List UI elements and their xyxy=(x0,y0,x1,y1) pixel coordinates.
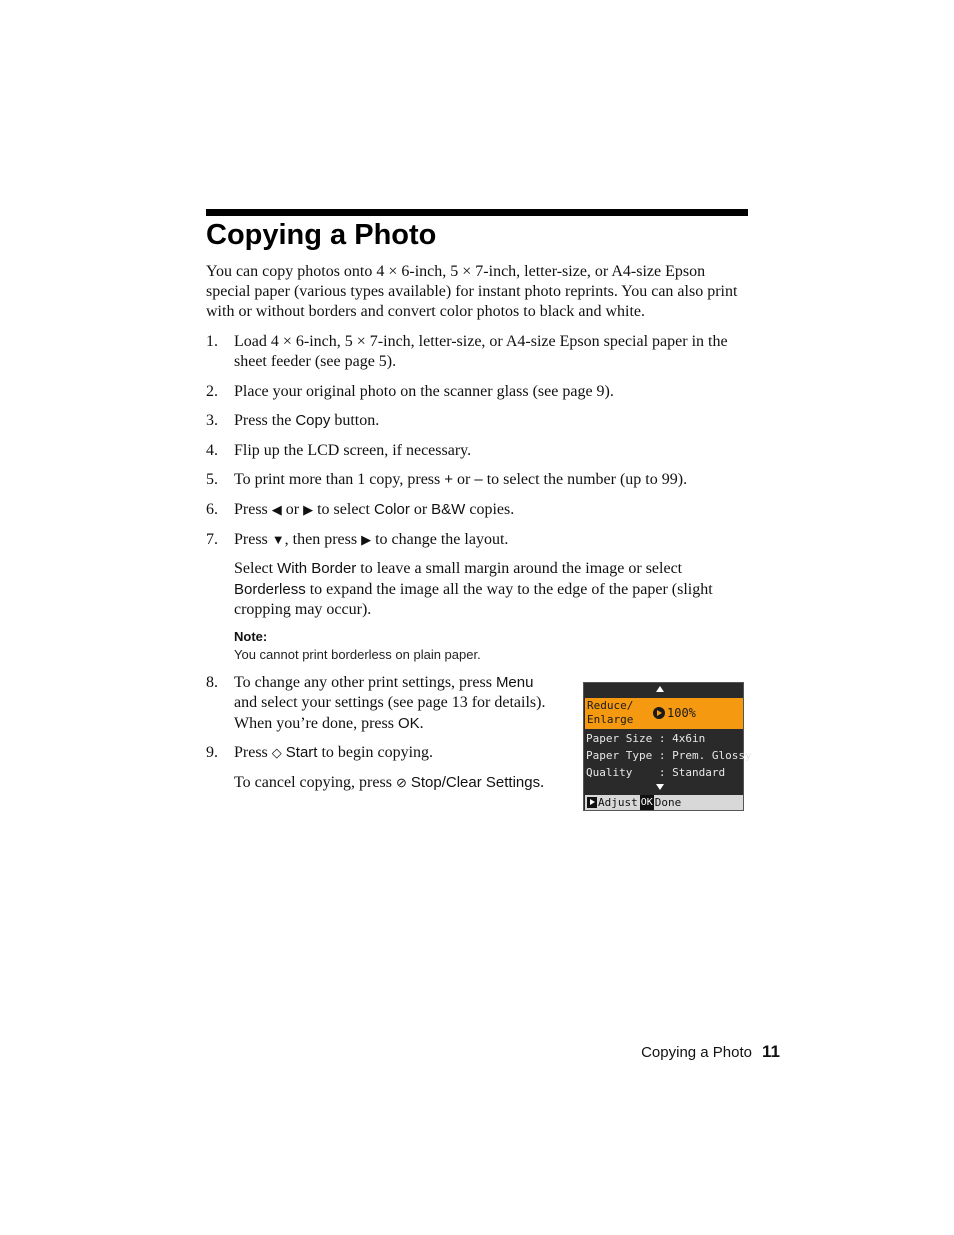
plus-button-label: + xyxy=(444,471,454,488)
step-7-post: to change the layout. xyxy=(371,531,509,548)
lcd-reduce-enlarge-label xyxy=(587,699,633,727)
step-9-text xyxy=(234,743,433,763)
step-7-text xyxy=(234,530,508,550)
page-title: Copying a Photo xyxy=(206,219,437,251)
menu-button-label: Menu xyxy=(495,674,534,691)
step-1-number: 1. xyxy=(206,333,218,350)
footer-section-title: Copying a Photo xyxy=(641,1044,753,1061)
step-5-text xyxy=(234,470,687,490)
note-label: Note: xyxy=(234,629,268,644)
step-2-number: 2. xyxy=(206,383,218,400)
lcd-paper-size-row: Paper Size : 4x6in xyxy=(586,732,706,745)
step-7-pre: Press xyxy=(234,531,272,548)
lcd-label-line-2: Enlarge xyxy=(587,713,634,726)
step-6-pre: Press xyxy=(234,501,272,518)
step-8-line3-post: . xyxy=(419,715,424,732)
lcd-zoom-value xyxy=(653,706,696,720)
step-3-number: 3. xyxy=(206,412,218,429)
minus-button-label: – xyxy=(474,471,483,488)
step-1-line-1: Load 4 × 6-inch, 5 × 7-inch, letter-size, or A4-size Epson special paper in the xyxy=(234,333,728,350)
stop-icon: ⊘ xyxy=(395,775,407,790)
step-8-line3-pre: When you’re done, press xyxy=(234,715,398,732)
step-7-number: 7. xyxy=(206,531,218,548)
step-9-number: 9. xyxy=(206,744,218,761)
right-arrow-icon: ▶ xyxy=(303,502,314,517)
step-6-number: 6. xyxy=(206,501,218,518)
note-text: You cannot print borderless on plain paper. xyxy=(234,647,481,662)
step-3-post: button. xyxy=(330,412,380,429)
step-7-detail-line-1 xyxy=(234,559,682,579)
lcd-footer-bar xyxy=(585,795,743,810)
step-5-pre: To print more than 1 copy, press xyxy=(234,471,445,488)
ok-button-label: OK xyxy=(397,715,420,732)
lcd-label-line-1: Reduce/ xyxy=(587,699,634,712)
color-option-label: Color xyxy=(373,501,410,518)
step-7-detail-line-2 xyxy=(234,580,713,600)
lcd-ok-badge: OK xyxy=(640,797,653,808)
lcd-screen-illustration xyxy=(583,682,752,811)
step-9-post: to begin copying. xyxy=(317,744,434,761)
left-arrow-icon: ◀ xyxy=(271,502,282,517)
step-8-pre: To change any other print settings, press xyxy=(234,674,496,691)
right-arrow-icon: ▶ xyxy=(361,532,372,547)
borderless-option-label: Borderless xyxy=(234,581,306,598)
step-5-post: to select the number (up to 99). xyxy=(482,471,688,488)
lcd-zoom-value-text: 100% xyxy=(667,706,696,720)
step-4-number: 4. xyxy=(206,442,218,459)
cancel-post: . xyxy=(540,774,545,791)
step-6-post: copies. xyxy=(465,501,515,518)
with-border-option-label: With Border xyxy=(277,560,357,577)
cancel-text xyxy=(234,773,544,793)
lcd-adjust-label: Adjust xyxy=(598,796,638,809)
step-9-pre: Press xyxy=(234,744,272,761)
step-7-detail-mid: to leave a small margin around the image or select xyxy=(356,560,683,577)
lcd-done-label: Done xyxy=(654,796,682,809)
intro-paragraph: You can copy photos onto 4 × 6-inch, 5 × 7-inch, letter-size, or A4-size Epson special paper (various types available) for instant photo reprints. You can also print with or without borders and convert color photos to black and white. xyxy=(206,263,738,320)
step-7-detail-line-3: cropping may occur). xyxy=(234,601,372,618)
step-8-line-1 xyxy=(234,673,533,693)
step-5-number: 5. xyxy=(206,471,218,488)
step-2-text: Place your original photo on the scanner glass (see page 9). xyxy=(234,383,614,400)
step-5-mid: or xyxy=(453,471,475,488)
step-6-mid: to select xyxy=(313,501,374,518)
step-3-pre: Press the xyxy=(234,412,296,429)
step-8-number: 8. xyxy=(206,674,218,691)
start-button-label: Start xyxy=(285,744,318,761)
page-footer xyxy=(600,1042,780,1063)
lcd-paper-type-row: Paper Type : Prem. Glossy xyxy=(586,749,752,762)
step-7-mid: , then press xyxy=(284,531,362,548)
step-8-line-2: and select your settings (see page 13 for details). xyxy=(234,694,546,711)
page-number: 11 xyxy=(762,1042,780,1061)
cancel-pre: To cancel copying, press xyxy=(234,774,396,791)
scroll-down-icon xyxy=(656,784,664,790)
stop-clear-button-label: Stop/Clear Settings xyxy=(410,774,541,791)
lcd-quality-row: Quality : Standard xyxy=(586,766,726,779)
step-4-text: Flip up the LCD screen, if necessary. xyxy=(234,442,472,459)
play-circle-icon xyxy=(653,707,665,719)
bw-option-label: B&W xyxy=(431,501,466,518)
heading-rule xyxy=(206,209,748,216)
step-6-or: or xyxy=(281,501,304,518)
start-icon: ◇ xyxy=(271,745,282,760)
step-3-text xyxy=(234,411,379,431)
step-6-text xyxy=(234,500,514,520)
step-1-line-2: sheet feeder (see page 5). xyxy=(234,353,397,370)
lcd-highlighted-row xyxy=(585,698,743,729)
step-7-detail-post: to expand the image all the way to the edge of the paper (slight xyxy=(305,581,713,598)
down-arrow-icon: ▼ xyxy=(271,532,285,547)
copy-button-label: Copy xyxy=(295,412,331,429)
scroll-up-icon xyxy=(656,686,664,692)
step-8-line-3 xyxy=(234,714,424,734)
step-7-detail-pre: Select xyxy=(234,560,278,577)
step-6-or2: or xyxy=(409,501,432,518)
adjust-arrow-icon xyxy=(587,797,597,808)
